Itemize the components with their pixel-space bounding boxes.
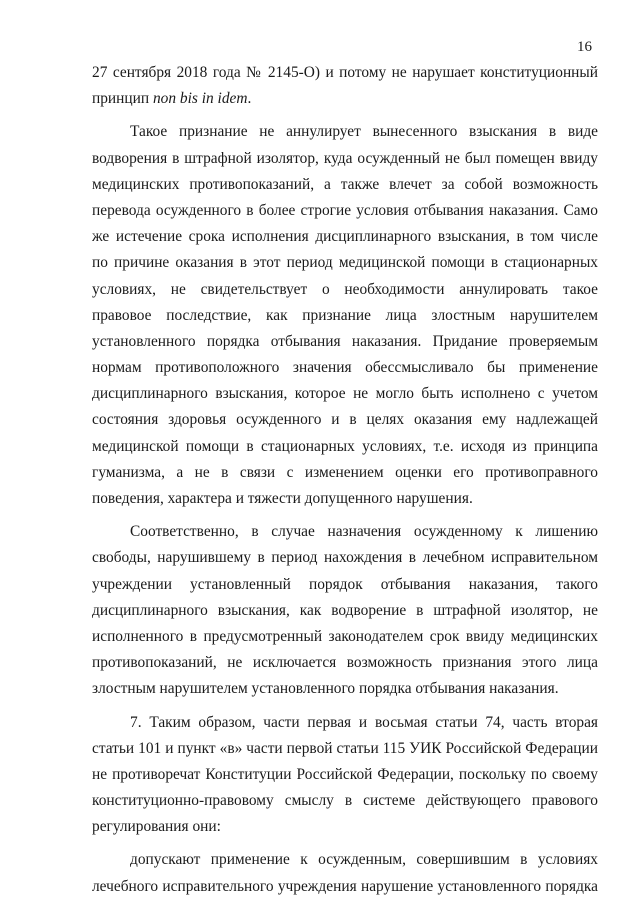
text-line: Такое признание не аннулирует вынесенного взыскания в виде bbox=[130, 123, 598, 141]
text-line: Соответственно, в случае назначения осужденному к лишению bbox=[130, 523, 598, 541]
text-line: медицинских противопоказаний, а также влечет за собой возможность bbox=[92, 175, 598, 193]
text-line: противопоказаний, не исключается возможность признания этого лица bbox=[92, 654, 598, 672]
text-line: нормам противоположного значения обессмысливало бы применение bbox=[92, 359, 598, 377]
text-line: поведения, характера и тяжести допущенного нарушения. bbox=[92, 490, 473, 507]
text-line: же истечение срока исполнения дисциплинарного взыскания, в том числе bbox=[92, 228, 598, 246]
text-line: свободы, нарушившему в период нахождения в лечебном исправительном bbox=[92, 549, 598, 567]
text-line: 27 сентября 2018 года № 2145-О) и потому не нарушает конституционный bbox=[92, 64, 598, 81]
text-line: водворения в штрафной изолятор, куда осужденный не был помещен ввиду bbox=[92, 149, 598, 167]
text-line: перевода осужденного в более строгие условия отбывания наказания. Само bbox=[92, 201, 598, 219]
text-line: дисциплинарного взыскания, как водворение в штрафной изолятор, не bbox=[92, 601, 598, 619]
text-line: по причине оказания в этот период медицинской помощи в стационарных bbox=[92, 254, 598, 272]
text-line: установленного порядка отбывания наказания. Придание проверяемым bbox=[92, 332, 598, 350]
document-body bbox=[92, 60, 598, 900]
text-line: допускают применение к осужденным, совершившим в условиях bbox=[130, 851, 598, 869]
text-line: злостным нарушителем установленного порядка отбывания наказания. bbox=[92, 680, 559, 698]
text-line: состояния здоровья осужденного и в целях оказания ему надлежащей bbox=[92, 411, 598, 429]
text-line: конституционно-правовому смыслу в системе действующего правового bbox=[92, 792, 598, 810]
text-line: учреждении установленный порядок отбывания наказания, такого bbox=[92, 575, 598, 593]
text-line: дисциплинарного взыскания, которое не могло быть исполнено с учетом bbox=[92, 385, 598, 403]
text-line: правовое последствие, как признание лица злостным нарушителем bbox=[92, 306, 598, 324]
text-line: 7. Таким образом, части первая и восьмая статьи 74, часть вторая bbox=[130, 713, 598, 731]
text-line: регулирования они: bbox=[92, 818, 221, 836]
text-line: гуманизма, а не в связи с изменением оценки его противоправного bbox=[92, 463, 598, 481]
text-line: условиях, не свидетельствует о необходимости аннулировать такое bbox=[92, 280, 598, 298]
text-line: лечебного исправительного учреждения нарушение установленного порядка bbox=[92, 877, 598, 895]
text-fragment: . bbox=[247, 90, 252, 108]
text-line: статьи 101 и пункт «в» части первой статьи 115 УИК Российской Федерации bbox=[92, 739, 598, 757]
page-number: 16 bbox=[577, 39, 592, 55]
text-line: медицинской помощи в стационарных условиях, т.е. исходя из принципа bbox=[92, 437, 598, 455]
latin-phrase: non bis in idem bbox=[152, 90, 248, 108]
text-line: исполненного в предусмотренный законодателем срок ввиду медицинских bbox=[92, 627, 598, 645]
text-fragment: принцип bbox=[92, 90, 150, 108]
text-line bbox=[92, 86, 598, 112]
text-line: не противоречат Конституции Российской Федерации, поскольку по своему bbox=[92, 765, 598, 783]
